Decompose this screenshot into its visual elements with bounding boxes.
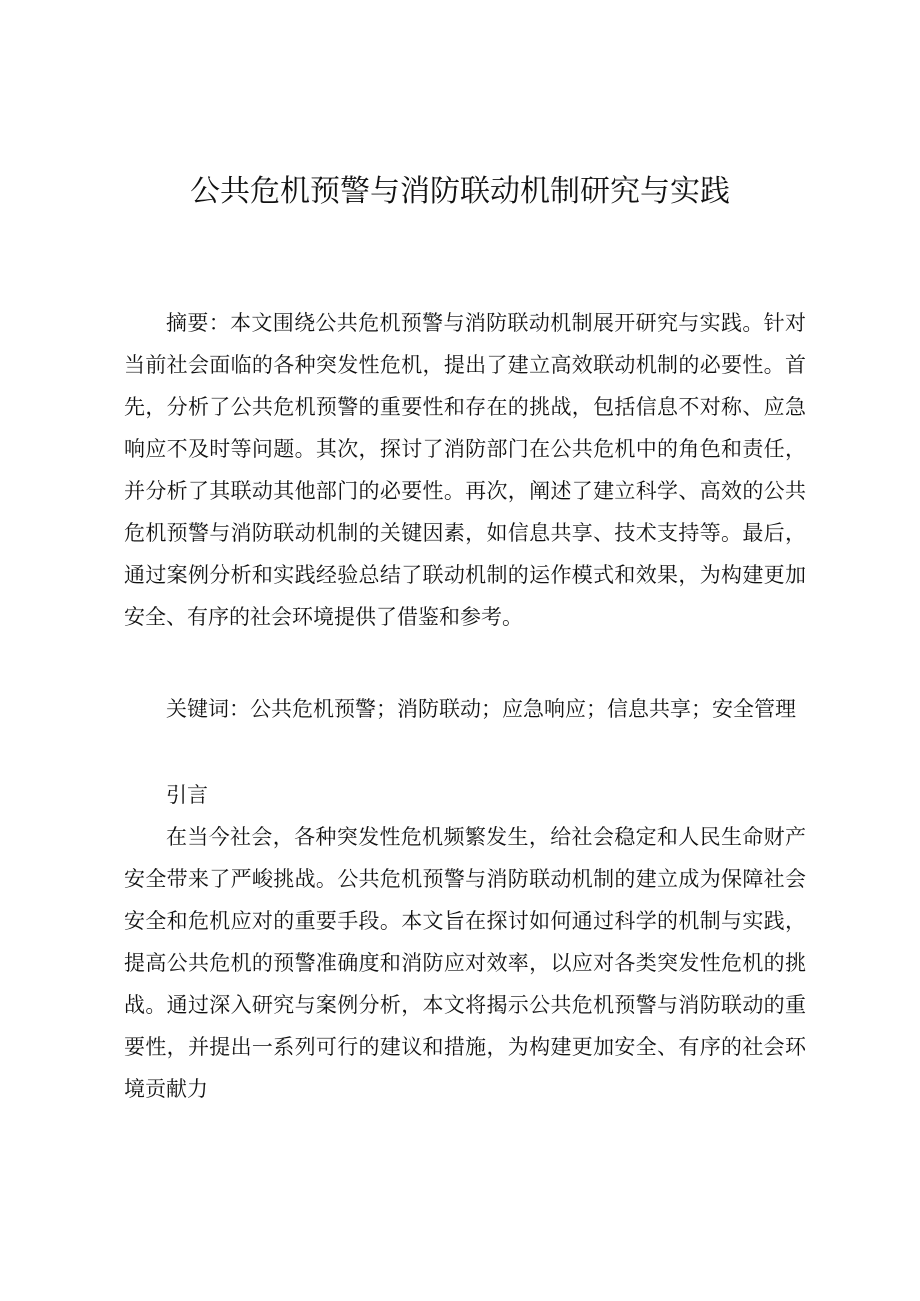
keywords-paragraph — [124, 688, 806, 730]
abstract-label: 摘要： — [166, 311, 231, 335]
document-title: 公共危机预警与消防联动机制研究与实践 — [190, 174, 730, 209]
introduction-heading: 引言 — [166, 783, 208, 807]
abstract-paragraph — [124, 302, 806, 638]
keywords-label: 关键词： — [166, 697, 250, 721]
keywords-text: 公共危机预警；消防联动；应急响应；信息共享；安全管理 — [250, 697, 796, 721]
introduction-paragraph: 在当今社会，各种突发性危机频繁发生，给社会稳定和人民生命财产安全带来了严峻挑战。公共危机预警与消防联动机制的建立成为保障社会安全和危机应对的重要手段。本文旨在探讨如何通过科学的机制与实践，提高公共危机的预警准确度和消防应对效率，以应对各类突发性危机的挑战。通过深入研究与案例分析，本文将揭示公共危机预警与消防联动的重要性，并提出一系列可行的建议和措施，为构建更加安全、有序的社会环境贡献力 — [124, 825, 806, 1101]
abstract-text: 本文围绕公共危机预警与消防联动机制展开研究与实践。针对当前社会面临的各种突发性危机，提出了建立高效联动机制的必要性。首先，分析了公共危机预警的重要性和存在的挑战，包括信息不对称、应急响应不及时等问题。其次，探讨了消防部门在公共危机中的角色和责任，并分析了其联动其他部门的必要性。再次，阐述了建立科学、高效的公共危机预警与消防联动机制的关键因素，如信息共享、技术支持等。最后，通过案例分析和实践经验总结了联动机制的运作模式和效果，为构建更加安全、有序的社会环境提供了借鉴和参考。 — [124, 311, 807, 629]
